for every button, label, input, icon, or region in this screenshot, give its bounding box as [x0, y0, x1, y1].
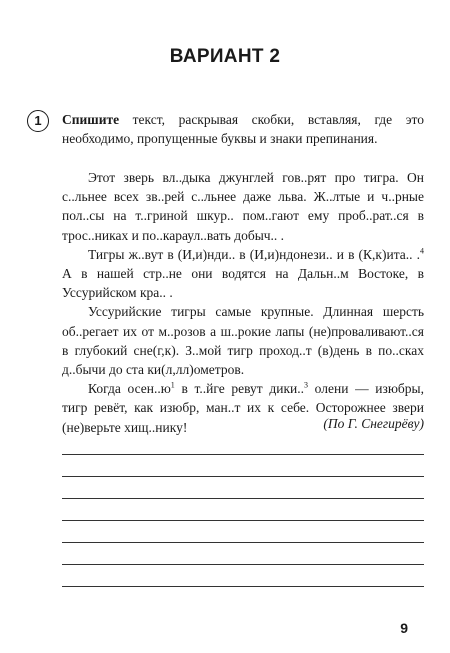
exercise-text [62, 168, 424, 437]
writing-line [62, 520, 424, 521]
footnote-mark: 4 [420, 246, 424, 256]
author-attribution: (По Г. Снегирёву) [323, 416, 424, 431]
footnote-mark: 3 [304, 380, 308, 390]
instruction-rest: текст, раскрывая скобки, вставляя, где это необходимо, пропущенные буквы и знаки препинания. [62, 112, 424, 146]
paragraph-1: Этот зверь вл..дыка джунглей гов..рят про тигра. Он с..льнее всех зв..рей с..льнее даже льва. Ж..лтые и ч..рные пол..сы на т..гриной шкур.. пом..гают ему проб..рат..ся в трос..никах и по..караул..вать добыч.. . [62, 170, 424, 243]
page-title: ВАРИАНТ 2 [169, 46, 281, 67]
task-instruction [62, 110, 424, 148]
paragraph-2 [62, 245, 424, 303]
paragraph-3: Уссурийские тигры самые крупные. Длинная шерсть об..регает их от м..розов а ш..рокие лапы (не)проваливают..ся в глубокий сне(г,к). З..мой тигр проход..т (в)день в по..сках д..бычи до ста ки(л,лл)ометров. [62, 304, 424, 378]
writing-line [62, 476, 424, 477]
footnote-mark: 1 [170, 380, 175, 390]
writing-line [62, 454, 424, 455]
instruction-verb: Спишите [62, 112, 120, 127]
paragraph-4-part-a: Когда осен..ю [88, 381, 171, 397]
writing-line [62, 542, 424, 543]
paragraph-4-part-b: в т..йге ревут дики.. [174, 381, 304, 397]
writing-line [62, 498, 424, 499]
task-number-badge: 1 [27, 110, 49, 132]
paragraph-2-part-a: Тигры ж..вут в (И,и)нди.. в (И,и)ндонези.. и в (К,к)ита.. . [88, 246, 420, 262]
writing-line [62, 564, 424, 565]
page-number: 9 [400, 620, 408, 636]
writing-line [62, 586, 424, 587]
paragraph-4-part-c: олени — изюбры, тигр ревёт, как изюбр, ман..т их к себе. Осторожнее звери (не)верьте хищ..нику! [62, 381, 424, 435]
paragraph-2-part-b: А в нашей стр..не они водятся на Дальн..м Востоке, в Уссурийском кра.. . [62, 266, 424, 301]
